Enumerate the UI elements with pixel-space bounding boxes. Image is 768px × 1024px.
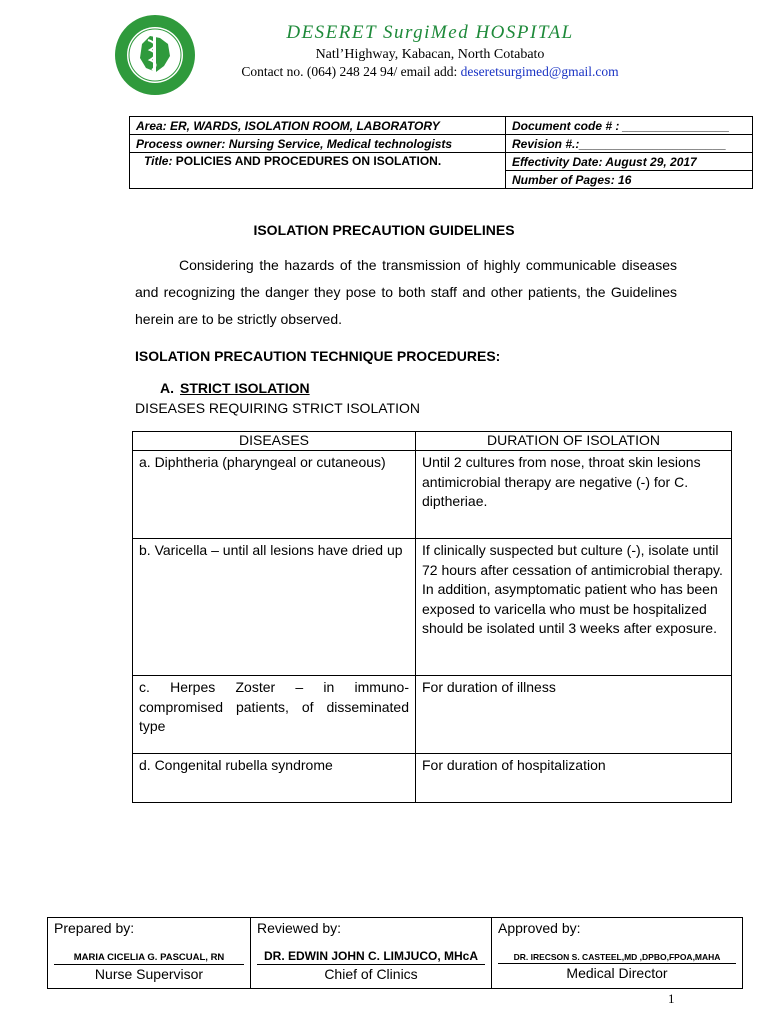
approved-by-label: Approved by: xyxy=(498,920,581,936)
area-cell: Area: ER, WARDS, ISOLATION ROOM, LABORATORY xyxy=(130,117,506,135)
guidelines-heading: ISOLATION PRECAUTION GUIDELINES xyxy=(253,222,515,238)
table-row xyxy=(133,676,732,754)
header-diseases: DISEASES xyxy=(133,432,416,451)
signature-table xyxy=(47,917,743,989)
reviewed-by-cell xyxy=(251,918,492,989)
reviewed-by-label: Reviewed by: xyxy=(257,920,342,936)
prepared-by-cell xyxy=(48,918,251,989)
reviewed-by-name: DR. EDWIN JOHN C. LIMJUCO, MHcA xyxy=(257,949,485,965)
hospital-logo xyxy=(114,14,196,96)
approved-by-cell xyxy=(492,918,743,989)
disease-cell xyxy=(133,539,416,676)
intro-text: Considering the hazards of the transmission of highly communicable diseases and recognizing the danger they pose to both staff and other patients, the Guidelines herein are to be strictly observed. xyxy=(135,257,677,327)
approved-by-name: DR. IRECSON S. CASTEEL,MD ,DPBO,FPOA,MAHA xyxy=(498,952,736,964)
table-row xyxy=(133,754,732,803)
approved-by-role: Medical Director xyxy=(566,965,668,981)
title-value: POLICIES AND PROCEDURES ON ISOLATION. xyxy=(175,154,442,168)
table-row xyxy=(133,539,732,676)
email-link[interactable]: deseretsurgimed@gmail.com xyxy=(460,64,619,79)
disease-text: b. Varicella – until all lesions have dried up xyxy=(139,542,403,558)
reviewed-by-role: Chief of Clinics xyxy=(324,966,418,982)
duration-cell: Until 2 cultures from nose, throat skin lesions antimicrobial therapy are negative (-) for C. diptheriae. xyxy=(416,451,732,539)
document-info-table xyxy=(129,116,753,189)
prepared-by-label: Prepared by: xyxy=(54,920,135,936)
disease-cell: d. Congenital rubella syndrome xyxy=(133,754,416,803)
disease-cell: a. Diphtheria (pharyngeal or cutaneous) xyxy=(133,451,416,539)
title-label: Title: xyxy=(144,154,173,168)
process-owner-cell: Process owner: Nursing Service, Medical technologists xyxy=(130,135,506,153)
page-number: 1 xyxy=(668,991,675,1006)
hospital-name: DESERET SurgiMed HOSPITAL xyxy=(286,22,574,43)
hospital-contact xyxy=(205,64,655,80)
effectivity-cell: Effectivity Date: August 29, 2017 xyxy=(506,153,753,171)
contact-number: Contact no. (064) 248 24 94/ email add: xyxy=(241,64,461,79)
section-title: STRICT ISOLATION xyxy=(180,380,310,396)
document-code-cell: Document code # : ________________ xyxy=(506,117,753,135)
disease-cell: c. Herpes Zoster – in immuno-compromised patients, of disseminated type xyxy=(133,676,416,754)
hospital-address: Natl’Highway, Kabacan, North Cotabato xyxy=(315,47,545,62)
section-letter: A. xyxy=(160,380,174,396)
pages-cell: Number of Pages: 16 xyxy=(506,171,753,189)
section-subtitle: DISEASES REQUIRING STRICT ISOLATION xyxy=(135,400,420,416)
duration-cell: For duration of illness xyxy=(416,676,732,754)
revision-cell: Revision #.:______________________ xyxy=(506,135,753,153)
duration-cell: If clinically suspected but culture (-), isolate until 72 hours after cessation of antimicrobial therapy. In addition, asymptomatic patient who has been exposed to varicella who must be hospitalized should be isolated until 3 weeks after exposure. xyxy=(416,539,732,676)
prepared-by-role: Nurse Supervisor xyxy=(94,966,204,982)
duration-cell: For duration of hospitalization xyxy=(416,754,732,803)
table-row xyxy=(133,451,732,539)
title-cell xyxy=(130,153,506,189)
section-heading xyxy=(160,380,310,396)
header-duration: DURATION OF ISOLATION xyxy=(416,432,732,451)
prepared-by-name: MARIA CICELIA G. PASCUAL, RN xyxy=(54,952,244,965)
intro-paragraph xyxy=(135,252,677,333)
procedures-heading: ISOLATION PRECAUTION TECHNIQUE PROCEDURES: xyxy=(135,348,501,364)
disease-table xyxy=(132,431,732,803)
